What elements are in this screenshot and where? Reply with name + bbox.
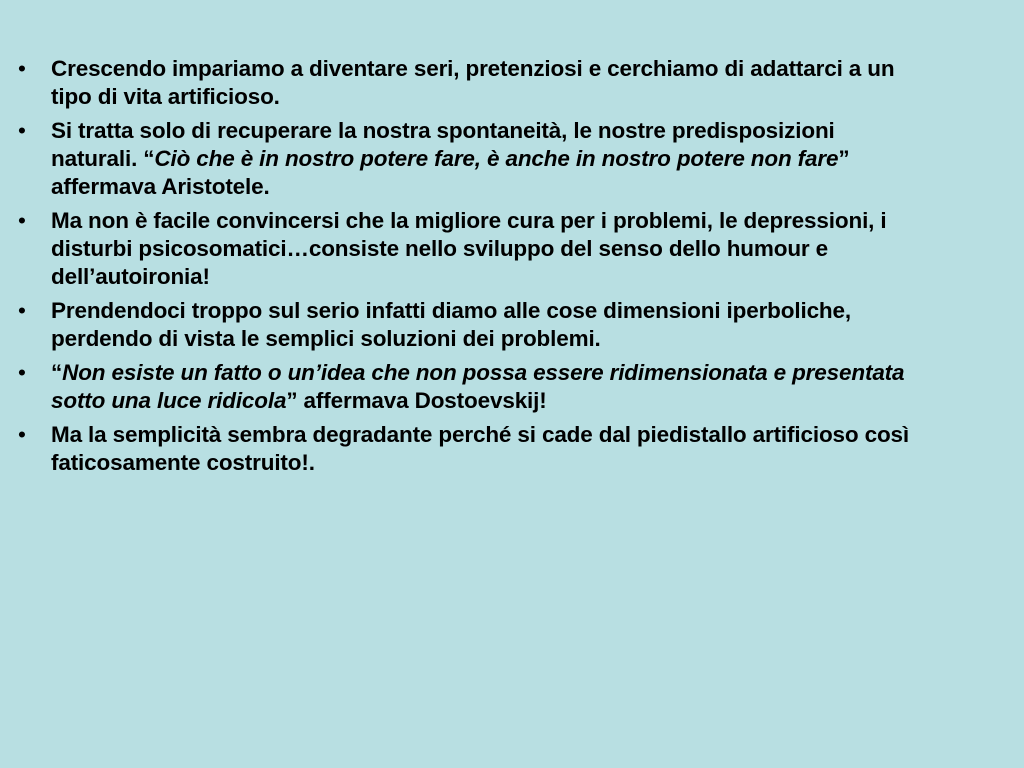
text-run: Ma la semplicità sembra degradante perché si cade dal piedistallo artificioso così faticosamente costruito!.	[51, 422, 910, 475]
bullet-icon: •	[18, 422, 26, 447]
text-run: Prendendoci troppo sul serio infatti diamo alle cose dimensioni iperboliche, perdendo di vista le semplici soluzioni dei problemi.	[51, 298, 851, 351]
bullet-text	[51, 359, 918, 415]
text-run: Si tratta solo di recuperare la nostra spontaneità, le nostre predisposizioni naturali. “	[51, 118, 835, 171]
bullet-item	[18, 55, 918, 111]
bullet-icon: •	[18, 56, 26, 81]
bullet-text	[51, 207, 918, 291]
bullet-icon: •	[18, 208, 26, 233]
bullet-item	[18, 421, 918, 477]
bullet-text	[51, 117, 918, 201]
bullet-icon: •	[18, 360, 26, 385]
bullet-text	[51, 421, 918, 477]
bullet-item	[18, 117, 918, 201]
quote-text: Ciò che è in nostro potere fare, è anche in nostro potere non fare	[154, 146, 839, 171]
text-run: Ma non è facile convincersi che la migliore cura per i problemi, le depressioni, i disturbi psicosomatici…consiste nello sviluppo del senso dello humour e dell’autoironia!	[51, 208, 887, 289]
bullet-list	[18, 55, 918, 483]
bullet-item	[18, 297, 918, 353]
bullet-text	[51, 297, 918, 353]
text-run: ” affermava Aristotele.	[51, 146, 850, 199]
bullet-icon: •	[18, 118, 26, 143]
text-run: Crescendo impariamo a diventare seri, pretenziosi e cerchiamo di adattarci a un tipo di vita artificioso.	[51, 56, 895, 109]
text-run: “	[51, 360, 63, 385]
bullet-text	[51, 55, 918, 111]
bullet-item	[18, 207, 918, 291]
quote-text: Non esiste un fatto o un’idea che non possa essere ridimensionata e presentata sotto una luce ridicola	[51, 360, 905, 413]
bullet-item	[18, 359, 918, 415]
text-run: ” affermava Dostoevskij!	[286, 388, 547, 413]
bullet-icon: •	[18, 298, 26, 323]
